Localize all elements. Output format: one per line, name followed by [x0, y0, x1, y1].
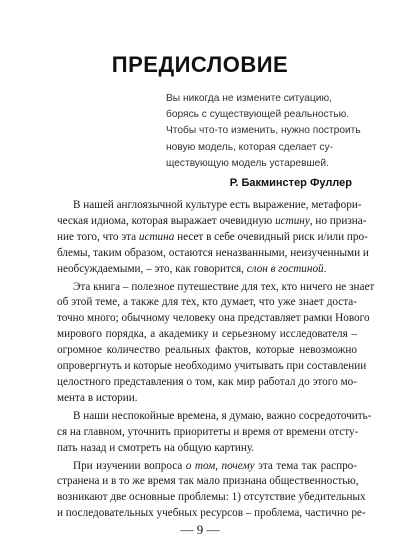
text-line: ся на главном, уточнить приоритеты и время от времени отсту- [57, 425, 359, 438]
paragraph [57, 198, 369, 278]
text-line: и последовательных учебных ресурсов – проблема, частично ре- [57, 507, 366, 520]
text-line: ние того, что эта истина несет в себе очевидный риск и/или про- [57, 230, 368, 243]
chapter-title: ПРЕДИСЛОВИЕ [111, 52, 289, 77]
text-line: При изучении вопроса о том, почему эта тема так распро- [73, 459, 358, 472]
text-line: ческая идиома, которая выражает очевидную истину, но призна- [57, 214, 367, 227]
text-line: блемы, таким образом, остаются неназванными, неизученными и [57, 246, 369, 259]
text-line: опровергнуть и которые необходимо учитывать при составлении [57, 360, 367, 373]
text-line: необсуждаемыми, – это, как говорится, слон в гостиной. [57, 262, 327, 275]
page-number: — 9 — [180, 522, 220, 537]
italic-text: истину [275, 214, 310, 227]
text-line: В наши неспокойные времена, я думаю, важно сосредоточить- [73, 409, 372, 422]
text-line: пать назад и смотреть на общую картину. [57, 441, 255, 454]
epigraph-line: новую модель, которая сделает су- [166, 141, 333, 153]
text-line: огромное количество реальных фактов, которые невозможно [57, 344, 357, 357]
text-line: возникают две основные проблемы: 1) отсутствие убедительных [57, 491, 366, 504]
text-line: целостного представления о том, как мир работал до этого мо- [57, 375, 357, 388]
text-line: странена и в то же время так мало признана общественностью, [57, 475, 359, 488]
epigraph-line: Вы никогда не измените ситуацию, [166, 93, 332, 104]
italic-text: о том, почему [185, 459, 255, 472]
italic-text: истина [138, 230, 175, 243]
text-line: мента в истории. [57, 391, 138, 404]
text-line: об этой теме, а также для тех, кто думает, что уже знает доста- [57, 296, 357, 309]
epigraph-author: Р. Бакминстер Фуллер [229, 177, 352, 189]
epigraph-line: ществующую модель устаревшей. [166, 157, 329, 169]
text-line: В нашей англоязычной культуре есть выражение, метафори- [73, 199, 362, 211]
paragraph [57, 459, 366, 523]
italic-text: слон в гостиной [246, 262, 324, 275]
text-line: Эта книга – полезное путешествие для тех, кто ничего не знает [73, 280, 375, 293]
body-text [57, 198, 375, 524]
epigraph-line: Чтобы что-то изменить, нужно построить [166, 125, 361, 137]
paragraph [57, 280, 375, 407]
paragraph [57, 409, 372, 457]
epigraph-line: борясь с существующей реальностью. [166, 109, 350, 121]
text-line: мирового порядка, а академику и серьезному исследователя – [57, 328, 357, 341]
epigraph [166, 91, 361, 172]
text-line: точно много; обычному человеку она представляет рамки Нового [57, 312, 370, 325]
